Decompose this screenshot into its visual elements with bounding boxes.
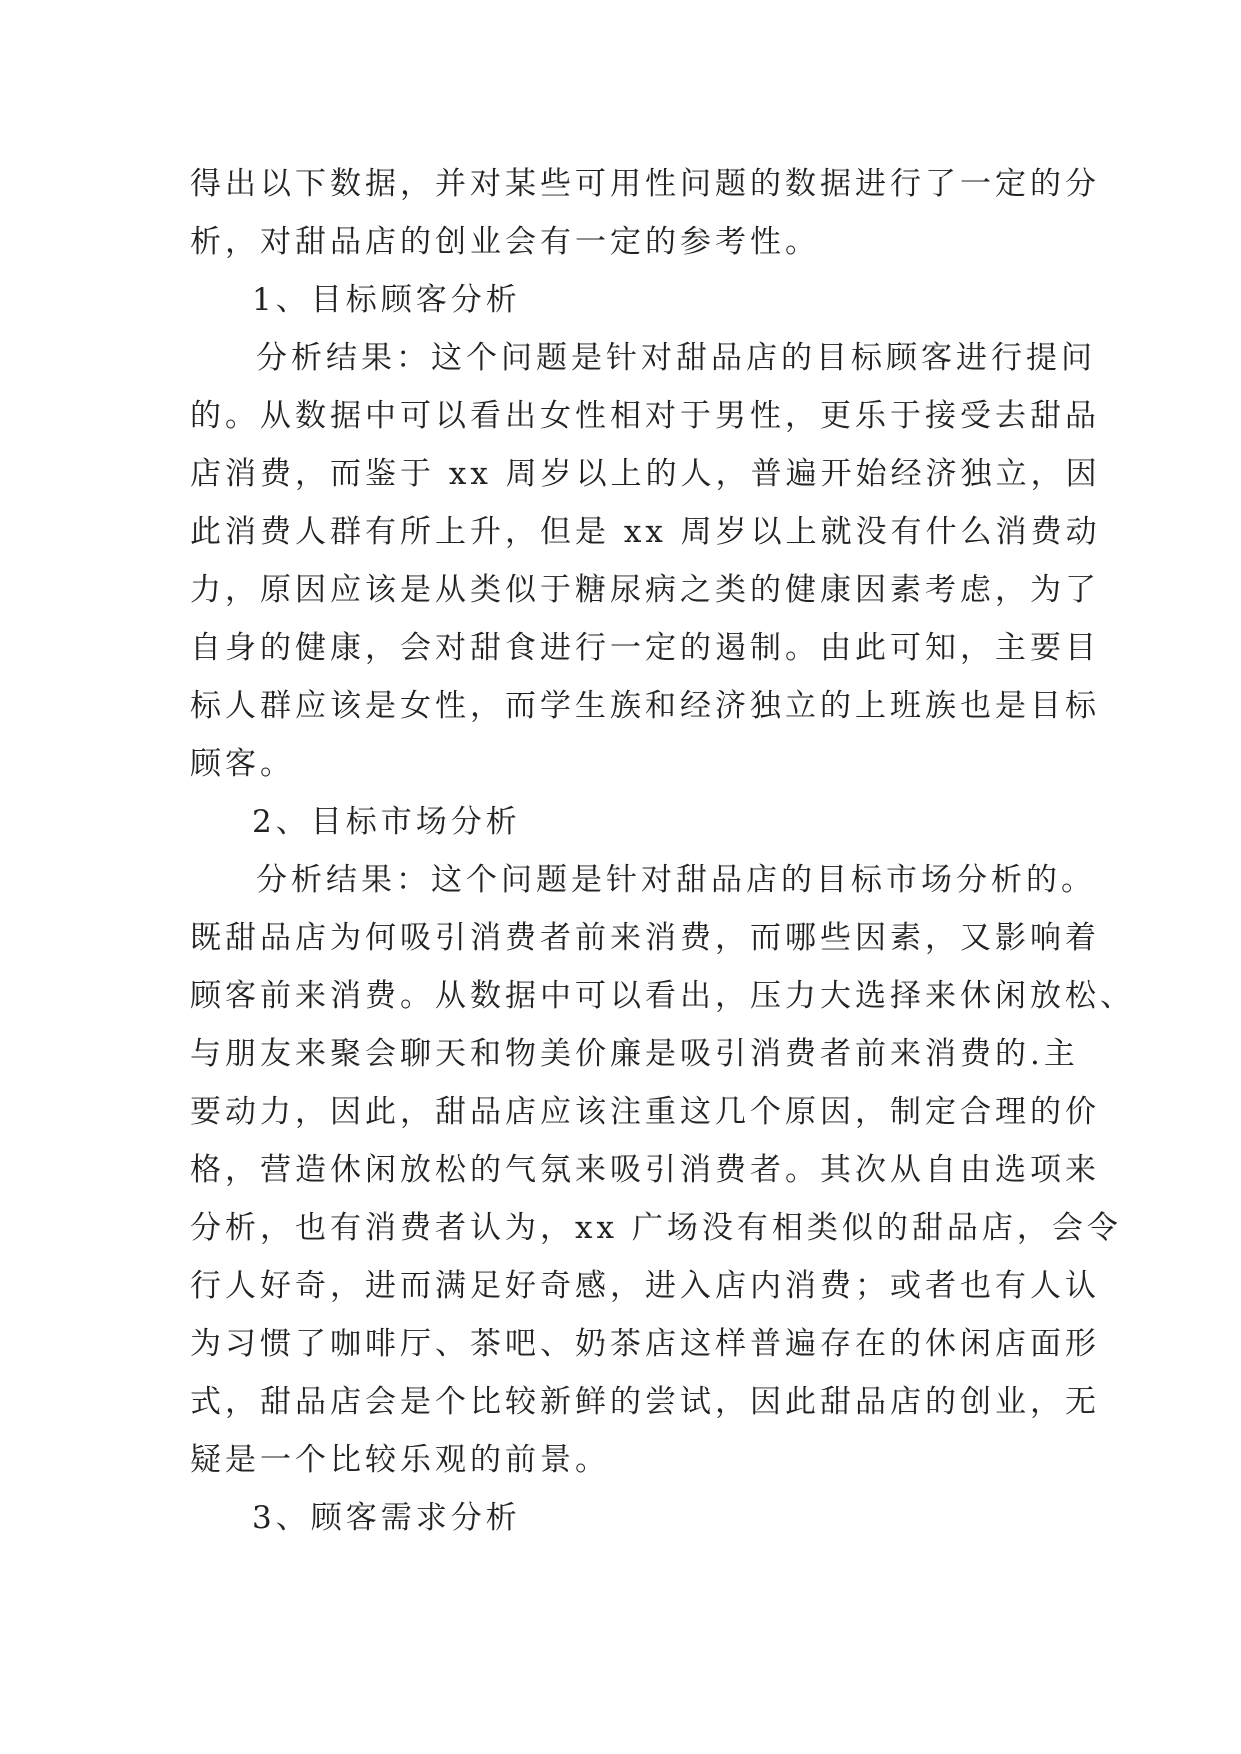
intro-line-1: 得出以下数据，并对某些可用性问题的数据进行了一定的分 [190, 166, 1100, 202]
section-2-line-7: 分析，也有消费者认为，xx 广场没有相类似的甜品店，会令 [190, 1210, 1122, 1246]
section-1-line-1: 分析结果：这个问题是针对甜品店的目标顾客进行提问 [256, 340, 1096, 376]
section-2-line-10: 式，甜品店会是个比较新鲜的尝试，因此甜品店的创业，无 [190, 1384, 1100, 1420]
section-2-line-11: 疑是一个比较乐观的前景。 [190, 1442, 610, 1478]
section-2-line-4: 与朋友来聚会聊天和物美价廉是吸引消费者前来消费的.主 [190, 1036, 1079, 1072]
section-2-line-3: 顾客前来消费。从数据中可以看出，压力大选择来休闲放松、 [190, 978, 1135, 1014]
section-1-line-6: 自身的健康，会对甜食进行一定的遏制。由此可知，主要目 [190, 630, 1100, 666]
section-1-line-4: 此消费人群有所上升，但是 xx 周岁以上就没有什么消费动 [190, 514, 1101, 550]
document-body [190, 155, 1135, 1547]
section-3-heading: 3、顾客需求分析 [252, 1500, 521, 1536]
section-2-line-8: 行人好奇，进而满足好奇感，进入店内消费；或者也有人认 [190, 1268, 1100, 1304]
section-1-line-7: 标人群应该是女性，而学生族和经济独立的上班族也是目标 [190, 688, 1100, 724]
section-2-line-9: 为习惯了咖啡厅、茶吧、奶茶店这样普遍存在的休闲店面形 [190, 1326, 1100, 1362]
section-1-line-5: 力，原因应该是从类似于糖尿病之类的健康因素考虑，为了 [190, 572, 1100, 608]
section-1-line-2: 的。从数据中可以看出女性相对于男性，更乐于接受去甜品 [190, 398, 1100, 434]
section-1-line-8: 顾客。 [190, 746, 295, 782]
section-2-line-6: 格，营造休闲放松的气氛来吸引消费者。其次从自由选项来 [190, 1152, 1100, 1188]
section-2-line-2: 既甜品店为何吸引消费者前来消费，而哪些因素，又影响着 [190, 920, 1100, 956]
section-1-heading: 1、目标顾客分析 [252, 282, 521, 318]
section-2-line-1: 分析结果：这个问题是针对甜品店的目标市场分析的。 [256, 862, 1096, 898]
section-2-heading: 2、目标市场分析 [252, 804, 521, 840]
section-2-line-5: 要动力，因此，甜品店应该注重这几个原因，制定合理的价 [190, 1094, 1100, 1130]
intro-line-2: 析，对甜品店的创业会有一定的参考性。 [190, 224, 820, 260]
section-1-line-3: 店消费，而鉴于 xx 周岁以上的人，普遍开始经济独立，因 [190, 456, 1101, 492]
